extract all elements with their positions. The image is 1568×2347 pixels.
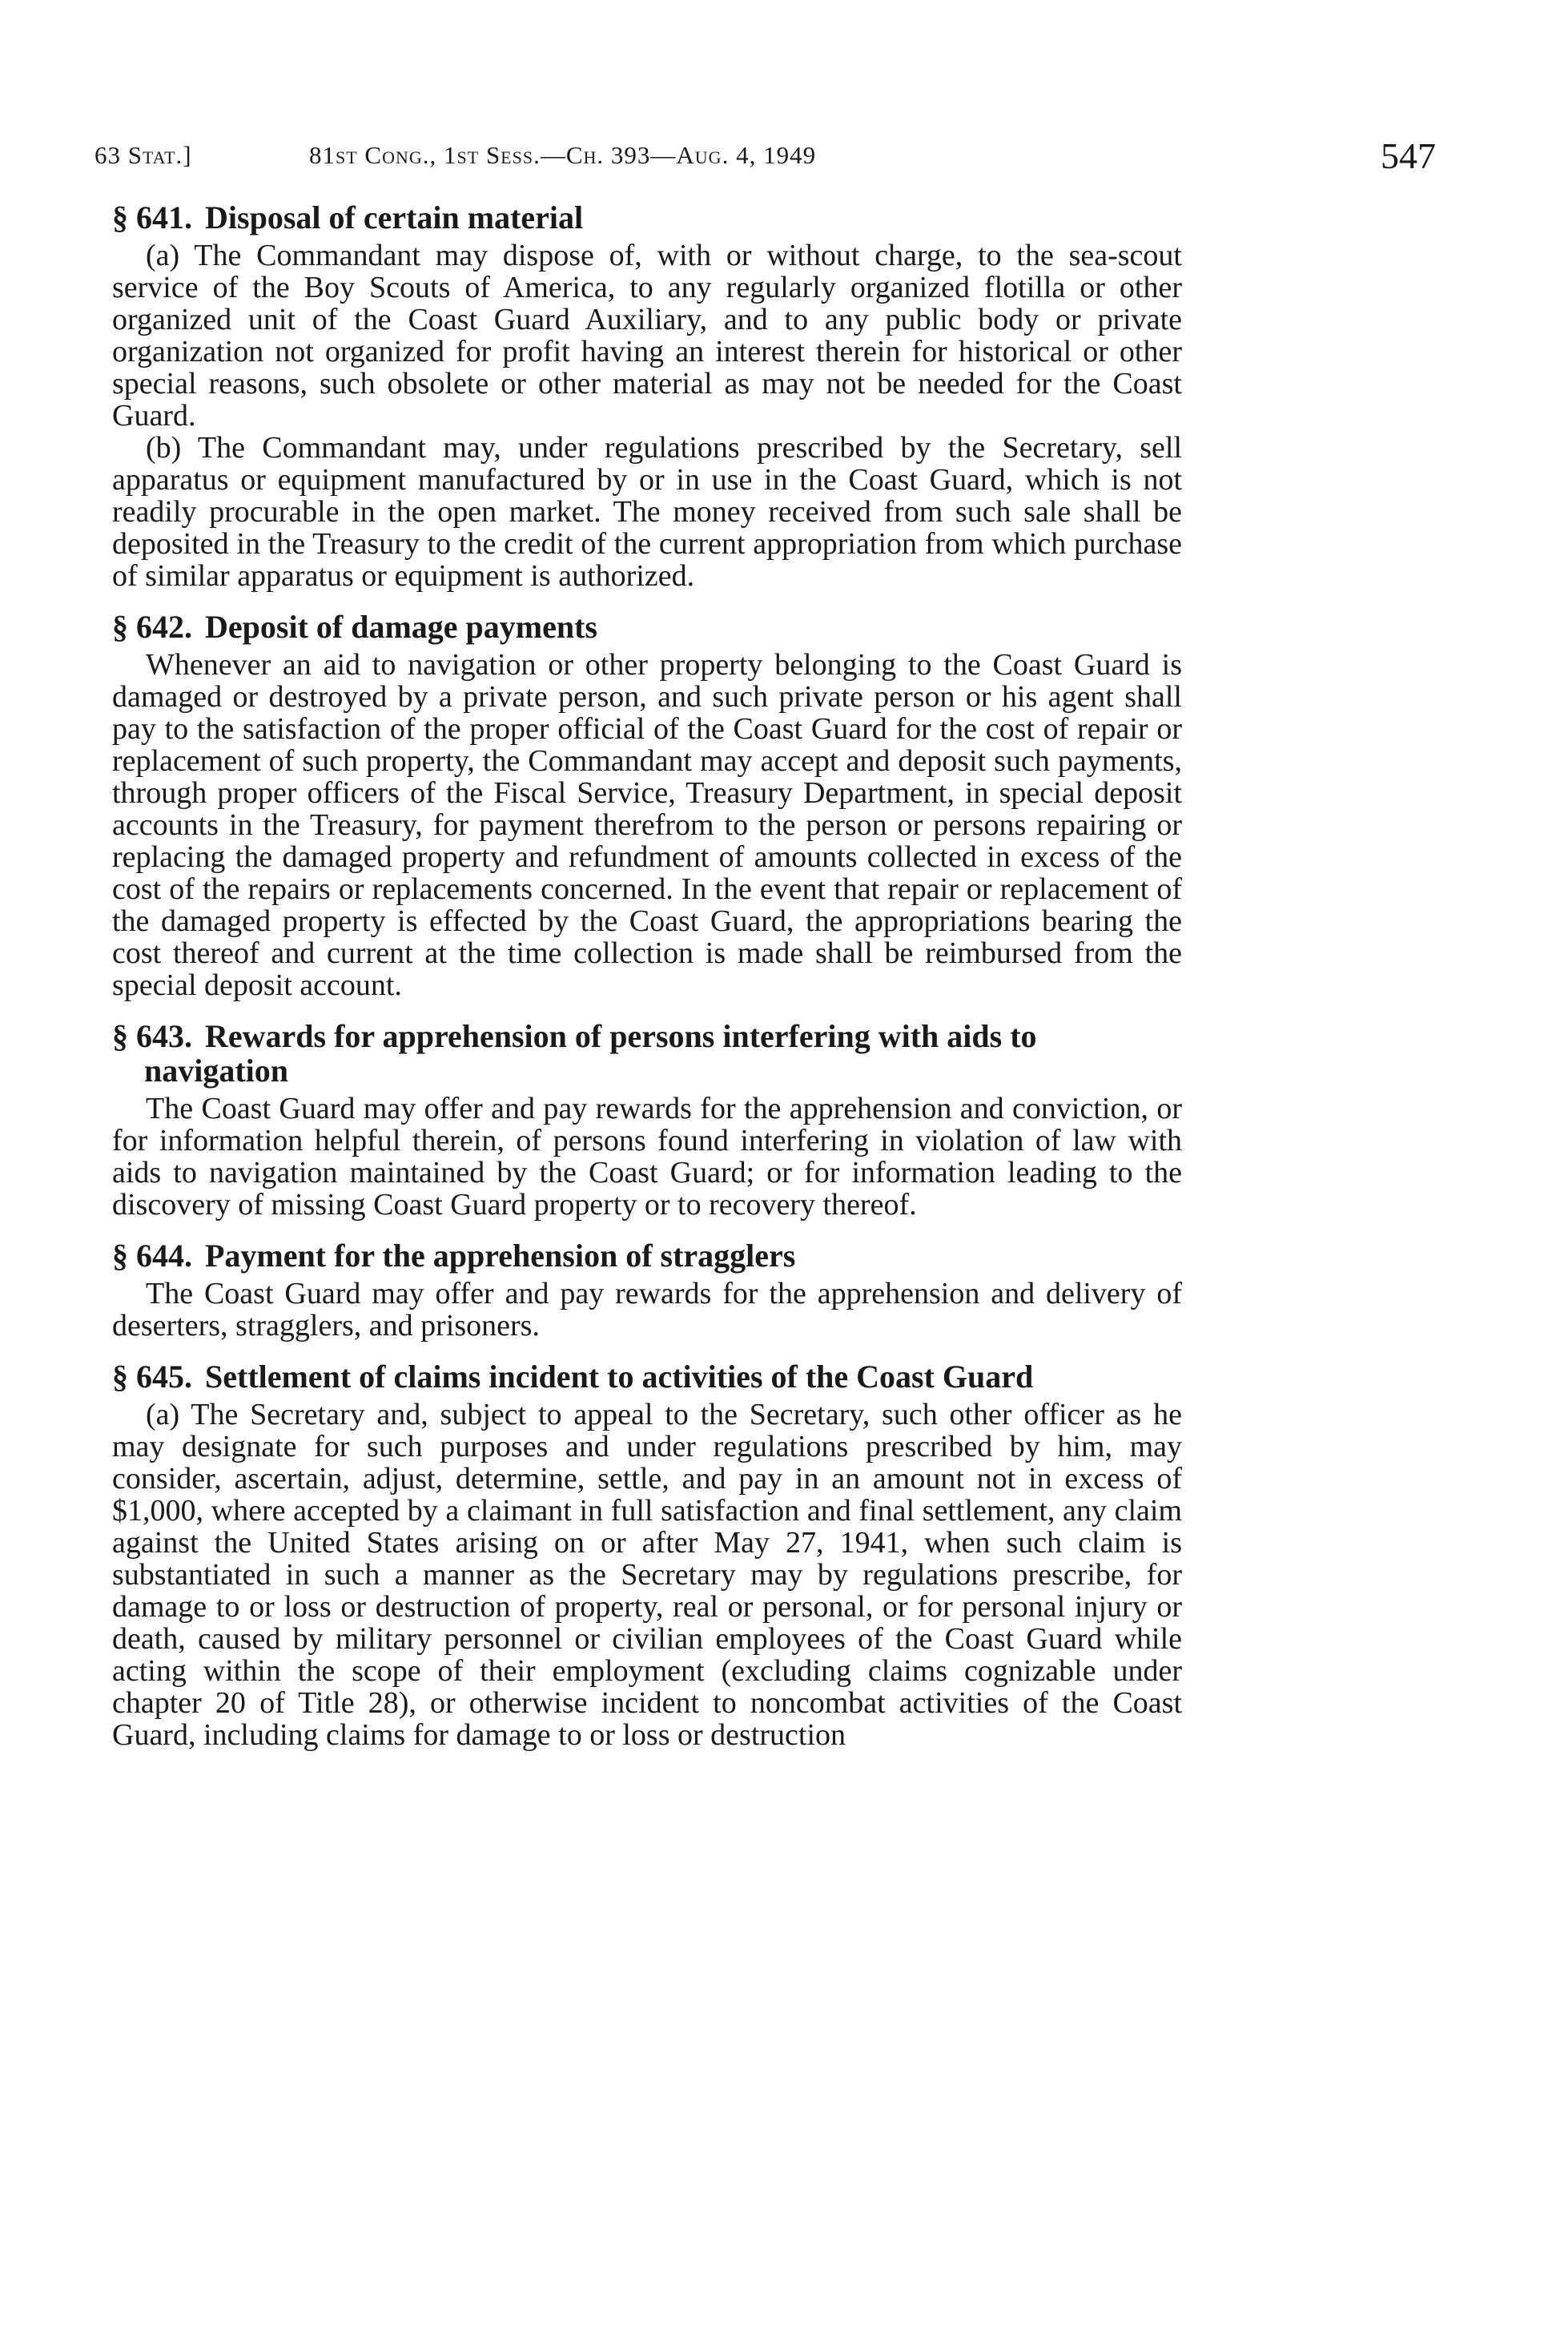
section-title: Rewards for apprehension of persons interfering with aids to navigation <box>144 1018 1037 1089</box>
section-number: § 644. <box>112 1238 192 1274</box>
section-title: Settlement of claims incident to activities of the Coast Guard <box>205 1359 1034 1395</box>
session-chapter-date: 81st Cong., 1st Sess.—Ch. 393—Aug. 4, 1949 <box>309 141 817 169</box>
section-title: Deposit of damage payments <box>205 609 597 645</box>
section-title: Payment for the apprehension of stragglers <box>205 1238 796 1274</box>
section-heading <box>112 1238 1182 1273</box>
section-number: § 642. <box>112 609 192 645</box>
section-title: Disposal of certain material <box>205 199 584 236</box>
section-paragraph: Whenever an aid to navigation or other property belonging to the Coast Guard is damaged or destroyed by a private person, and such private person or his agent shall pay to the satisfaction of the proper official of the Coast Guard for the cost of repair or replacement of such property, the Commandant may accept and deposit such payments, through proper officers of the Fiscal Service, Treasury Department, in special deposit accounts in the Treasury, for payment therefrom to the person or persons repairing or replacing the damaged property and refundment of amounts collected in excess of the cost of the repairs or replacements concerned. In the event that repair or replacement of the damaged property is effected by the Coast Guard, the appropriations bearing the cost thereof and current at the time collection is made shall be reimbursed from the special deposit account. <box>112 648 1182 1002</box>
section-heading <box>112 200 1182 235</box>
section-paragraph: (b) The Commandant may, under regulations prescribed by the Secretary, sell apparatus or equipment manufactured by or in use in the Coast Guard, which is not readily procurable in the open market. The money received from such sale shall be deposited in the Treasury to the credit of the current appropriation from which purchase of similar apparatus or equipment is authorized. <box>112 431 1182 593</box>
section-644 <box>112 1238 1182 1342</box>
statute-citation: 63 Stat.] <box>94 141 192 169</box>
body-text <box>112 186 1182 1751</box>
section-paragraph: The Coast Guard may offer and pay rewards for the apprehension and conviction, or for information helpful therein, of persons found interfering in violation of law with aids to navigation maintained by the Coast Guard; or for information leading to the discovery of missing Coast Guard property or to recovery thereof. <box>112 1092 1182 1222</box>
section-642 <box>112 610 1182 1001</box>
section-paragraph: (a) The Commandant may dispose of, with or without charge, to the sea-scout service of the Boy Scouts of America, to any regularly organized flotilla or other organized unit of the Coast Guard Auxiliary, and to any public body or private organization not organized for profit having an interest therein for historical or other special reasons, such obsolete or other material as may not be needed for the Coast Guard. <box>112 239 1182 433</box>
section-number: § 645. <box>112 1359 192 1395</box>
section-643 <box>112 1019 1182 1221</box>
running-head <box>94 135 1436 183</box>
page-number: 547 <box>1381 135 1436 176</box>
section-number: § 641. <box>112 199 192 236</box>
section-heading <box>112 610 1182 644</box>
section-heading <box>112 1359 1182 1394</box>
section-paragraph: The Coast Guard may offer and pay rewards for the apprehension and delivery of deserters, stragglers, and prisoners. <box>112 1277 1182 1343</box>
section-645 <box>112 1359 1182 1751</box>
section-641 <box>112 200 1182 592</box>
section-heading <box>112 1019 1182 1088</box>
section-paragraph: (a) The Secretary and, subject to appeal to the Secretary, such other officer as he may designate for such purposes and under regulations prescribed by him, may consider, ascertain, adjust, determine, settle, and pay in an amount not in excess of $1,000, where accepted by a claimant in full satisfaction and final settlement, any claim against the United States arising on or after May 27, 1941, when such claim is substantiated in such a manner as the Secretary may by regulations prescribe, for damage to or loss or destruction of property, real or personal, or for personal injury or death, caused by military personnel or civilian employees of the Coast Guard while acting within the scope of their employment (excluding claims cognizable under chapter 20 of Title 28), or otherwise incident to noncombat activities of the Coast Guard, including claims for damage to or loss or destruction <box>112 1398 1182 1752</box>
section-number: § 643. <box>112 1018 192 1054</box>
